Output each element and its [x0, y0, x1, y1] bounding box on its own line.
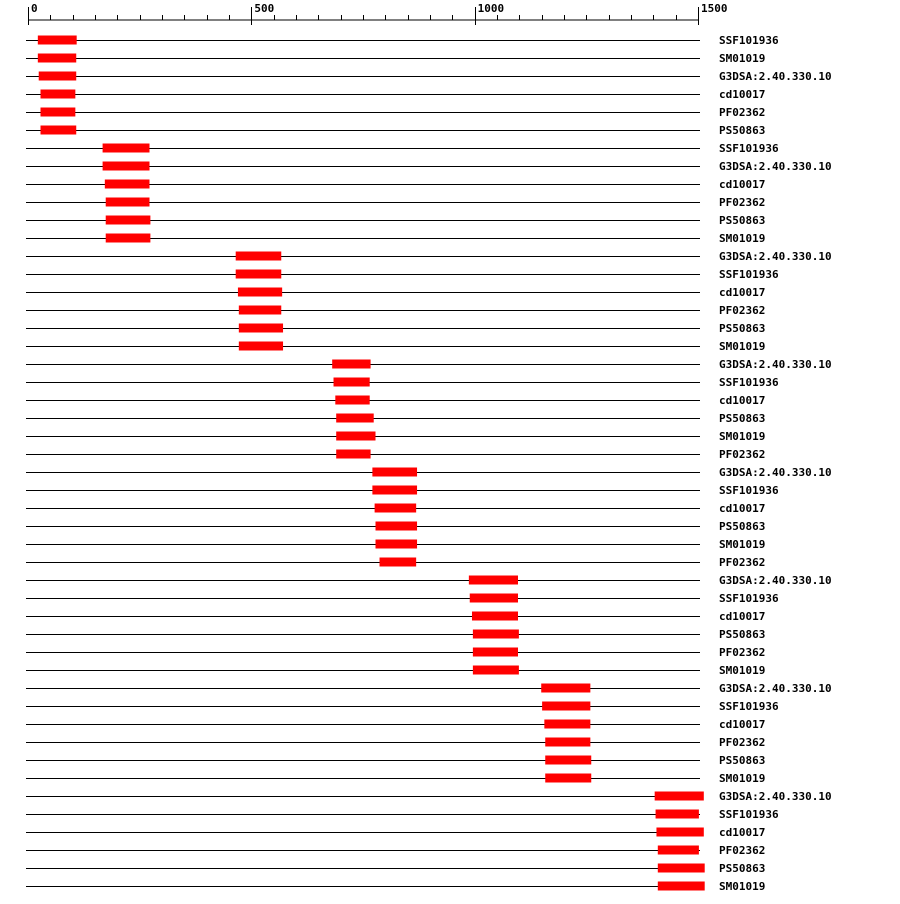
domain-bar	[41, 90, 76, 99]
domain-bar	[106, 216, 151, 225]
domain-bar	[473, 666, 519, 675]
domain-track	[26, 844, 765, 857]
domain-bar	[41, 108, 76, 117]
track-label: SM01019	[719, 538, 766, 551]
domain-bar	[103, 162, 150, 171]
domain-bar	[545, 756, 591, 765]
track-label: cd10017	[719, 610, 766, 623]
domain-tracks	[26, 34, 832, 893]
domain-bar	[239, 306, 281, 315]
track-label: SM01019	[719, 772, 766, 785]
domain-track	[26, 106, 765, 119]
domain-bar	[380, 558, 417, 567]
domain-track	[26, 700, 779, 713]
domain-bar	[105, 180, 150, 189]
domain-bar	[469, 576, 518, 585]
domain-bar	[545, 774, 591, 783]
track-label: PF02362	[719, 106, 766, 119]
track-label: SSF101936	[719, 142, 779, 155]
domain-bar	[334, 378, 370, 387]
domain-track	[26, 592, 779, 605]
domain-track	[26, 556, 765, 569]
domain-track	[26, 304, 765, 317]
domain-track	[26, 664, 765, 677]
domain-bar	[470, 594, 518, 603]
domain-bar	[239, 342, 283, 351]
domain-track	[26, 772, 765, 785]
domain-bar	[473, 648, 518, 657]
domain-track	[26, 70, 832, 83]
track-label: SSF101936	[719, 808, 779, 821]
domain-track	[26, 376, 779, 389]
domain-track	[26, 862, 765, 875]
domain-track	[26, 214, 765, 227]
track-label: G3DSA:2.40.330.10	[719, 790, 832, 803]
track-label: G3DSA:2.40.330.10	[719, 574, 832, 587]
domain-bar	[336, 432, 375, 441]
domain-track	[26, 880, 765, 893]
track-label: cd10017	[719, 718, 766, 731]
domain-bar	[336, 450, 370, 459]
track-label: cd10017	[719, 286, 766, 299]
domain-track	[26, 718, 765, 731]
axis-tick-label: 1500	[701, 2, 728, 15]
domain-track	[26, 646, 765, 659]
domain-track	[26, 160, 832, 173]
domain-bar	[372, 486, 417, 495]
track-label: G3DSA:2.40.330.10	[719, 160, 832, 173]
track-label: cd10017	[719, 178, 766, 191]
domain-bar	[39, 72, 77, 81]
track-label: SM01019	[719, 52, 766, 65]
track-label: PS50863	[719, 124, 766, 137]
domain-bar	[103, 144, 150, 153]
domain-bar	[376, 522, 418, 531]
domain-bar	[655, 792, 704, 801]
axis-tick-label: 1000	[477, 2, 505, 15]
domain-track	[26, 178, 765, 191]
track-label: PS50863	[719, 628, 766, 641]
domain-bar	[544, 720, 590, 729]
track-label: G3DSA:2.40.330.10	[719, 682, 832, 695]
domain-track	[26, 196, 765, 209]
track-label: G3DSA:2.40.330.10	[719, 250, 832, 263]
domain-track	[26, 466, 832, 479]
domain-bar	[236, 252, 282, 261]
domain-bar	[38, 54, 76, 63]
track-label: PS50863	[719, 214, 766, 227]
domain-track	[26, 412, 765, 425]
track-label: SSF101936	[719, 484, 779, 497]
domain-bar	[332, 360, 370, 369]
domain-track	[26, 286, 765, 299]
axis-tick-label: 0	[31, 2, 38, 15]
track-label: PS50863	[719, 520, 766, 533]
domain-track	[26, 502, 765, 515]
track-label: SM01019	[719, 664, 766, 677]
track-label: PS50863	[719, 862, 766, 875]
domain-track	[26, 250, 832, 263]
domain-track	[26, 790, 832, 803]
track-label: SM01019	[719, 430, 766, 443]
track-label: PF02362	[719, 736, 766, 749]
domain-bar	[656, 828, 703, 837]
domain-bar	[658, 882, 705, 891]
axis-tick-label: 500	[254, 2, 275, 15]
domain-track	[26, 430, 765, 443]
domain-track	[26, 340, 765, 353]
track-label: SSF101936	[719, 34, 779, 47]
track-label: SSF101936	[719, 376, 779, 389]
track-label: G3DSA:2.40.330.10	[719, 358, 832, 371]
track-label: PF02362	[719, 448, 766, 461]
domain-track	[26, 142, 779, 155]
domain-bar	[656, 810, 699, 819]
domain-track	[26, 682, 832, 695]
domain-bar	[41, 126, 77, 135]
domain-track	[26, 538, 765, 551]
track-label: PF02362	[719, 844, 766, 857]
domain-track	[26, 610, 765, 623]
track-label: PS50863	[719, 322, 766, 335]
domain-bar	[335, 396, 369, 405]
track-label: SM01019	[719, 340, 766, 353]
domain-bar	[472, 612, 518, 621]
domain-bar	[106, 198, 150, 207]
track-label: G3DSA:2.40.330.10	[719, 466, 832, 479]
track-label: cd10017	[719, 502, 766, 515]
domain-track	[26, 268, 779, 281]
track-label: SM01019	[719, 232, 766, 245]
track-label: PS50863	[719, 412, 766, 425]
domain-bar	[239, 324, 283, 333]
track-label: PF02362	[719, 646, 766, 659]
domain-bar	[236, 270, 282, 279]
domain-track	[26, 124, 765, 137]
domain-track	[26, 736, 765, 749]
domain-track	[26, 88, 765, 101]
domain-track	[26, 394, 765, 407]
track-label: PS50863	[719, 754, 766, 767]
domain-bar	[336, 414, 374, 423]
track-label: SSF101936	[719, 268, 779, 281]
domain-bar	[541, 684, 590, 693]
track-label: cd10017	[719, 826, 766, 839]
domain-track	[26, 574, 832, 587]
domain-bar	[238, 288, 282, 297]
domain-track	[26, 484, 779, 497]
domain-bar	[372, 468, 417, 477]
track-label: SM01019	[719, 880, 766, 893]
track-label: SSF101936	[719, 592, 779, 605]
domain-track	[26, 754, 765, 767]
track-label: G3DSA:2.40.330.10	[719, 70, 832, 83]
domain-bar	[658, 846, 699, 855]
track-label: cd10017	[719, 88, 766, 101]
domain-bar	[542, 702, 590, 711]
track-label: PF02362	[719, 556, 766, 569]
domain-track	[26, 322, 765, 335]
domain-track	[26, 52, 765, 65]
domain-track	[26, 358, 832, 371]
domain-track	[26, 826, 765, 839]
domain-bar	[376, 540, 418, 549]
domain-bar	[38, 36, 77, 45]
domain-track	[26, 232, 765, 245]
domain-bar	[106, 234, 151, 243]
track-label: SSF101936	[719, 700, 779, 713]
domain-track	[26, 808, 779, 821]
domain-track	[26, 520, 765, 533]
track-label: cd10017	[719, 394, 766, 407]
domain-bar	[658, 864, 705, 873]
track-label: PF02362	[719, 304, 766, 317]
domain-track	[26, 628, 765, 641]
domain-bar	[545, 738, 590, 747]
domain-bar	[375, 504, 417, 513]
position-axis	[28, 2, 728, 25]
domain-bar	[473, 630, 519, 639]
track-label: PF02362	[719, 196, 766, 209]
domain-track	[26, 448, 765, 461]
domain-track	[26, 34, 779, 47]
